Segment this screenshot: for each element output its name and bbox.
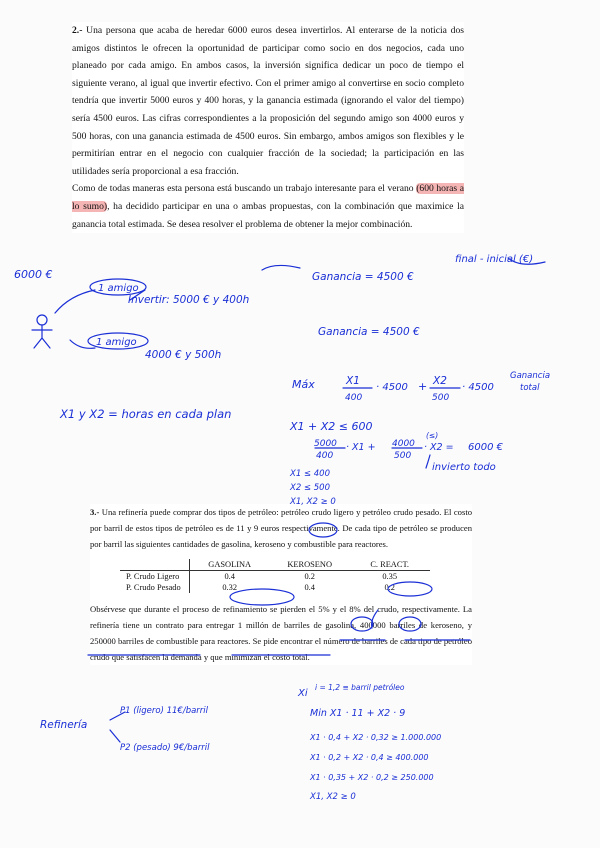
person-head-drawing	[37, 315, 47, 325]
constraint-x1: X1 ≤ 400	[290, 469, 330, 479]
note-less-equal: (≤)	[426, 431, 439, 440]
problem-2-text: Una persona que acaba de heredar 6000 euros desea invertirlos. Al enterarse de la noticia dos amigos distintos le ofrecen la oportunidad de participar como socio en dos negocios, cada uno planeado por cada amigo. En ambos casos, la inversión significa dedicar un poco de tiempo el siguiente verano, al igual que invertir efectivo. Con el primer amigo al convertirse en socio completo tendría que invertir 5000 euros y 400 horas, y la ganancia estimada (ignorando el valor del tiempo) sería 4500 euros. Las cifras correspondientes a la proposición del segundo amigo son 4000 euros y 500 horas, con una ganancia estimada de 4500 euros. Sin embargo, ambos amigos son flexibles y le permitirían entrar en el negocio con cualquier fracción de la sociedad; la participación en las utilidades sería proporcional a esa fracción.	[72, 25, 464, 177]
arrow-invierto	[426, 455, 430, 468]
table-cell: 0.2	[304, 571, 315, 581]
circle-amigo-2	[88, 333, 148, 349]
problem-3	[90, 504, 472, 665]
table-cell: 0.32	[222, 582, 238, 592]
table-cell: 0.35	[382, 571, 398, 581]
constraint-gasolina: X1 · 0,4 + X2 · 0,32 ≥ 1.000.000	[310, 733, 442, 742]
row-label: P. Crudo Pesado	[120, 582, 189, 593]
note-invertir: Invertir: 5000 € y 400h	[128, 294, 250, 306]
arrow-p1	[110, 712, 125, 720]
note-amigo-2: 1 amigo	[96, 337, 137, 348]
note-refineria: Refinería	[40, 719, 88, 731]
problem-3-paragraph-2: Obsérvese que durante el proceso de refinamiento se pierden el 5% y el 8% del crudo, respectivamente. La refinería tiene un contrato para entregar 1 millón de barriles de gasolina, 400000 barriles de keroseno, y 250000 barriles de combustible para reactores. Se pide encontrar el número de barriles de cada tipo de petróleo crudo que satisfacen la demanda y que minimizan el costo total.	[90, 603, 472, 663]
row-label: P. Crudo Ligero	[120, 570, 189, 582]
note-xi-definition: i = 1,2 ≡ barril petróleo	[315, 683, 405, 692]
person-body-drawing	[32, 325, 52, 348]
table-row	[120, 582, 430, 593]
yield-table	[120, 559, 430, 593]
table-row	[120, 570, 430, 582]
objective-coef-1: · 4500	[376, 382, 408, 393]
note-p2: P2 (pesado) 9€/barril	[120, 743, 210, 753]
arrow-to-amigo-1	[55, 290, 95, 313]
table-header: KEROSENO	[270, 559, 350, 571]
constraint-money-x1: · X1 +	[346, 442, 376, 453]
note-p1: P1 (ligero) 11€/barril	[120, 706, 209, 716]
problem-2-text-a: Como de todas maneras esta persona está buscando un trabajo interesante para el verano	[72, 183, 417, 195]
constraint-hours: X1 + X2 ≤ 600	[290, 420, 373, 433]
objective-coef-2: · 4500	[462, 382, 494, 393]
constraint-money-500: 500	[394, 451, 412, 461]
problem-2-number: 2.-	[72, 25, 83, 36]
note-xi: Xi	[298, 688, 308, 699]
arrow-invest-1	[130, 290, 145, 300]
note-ganancia-total-1: Ganancia	[510, 371, 551, 381]
objective-x1: X1	[346, 375, 360, 387]
constraint-combustible: X1 · 0,35 + X2 · 0,2 ≥ 250.000	[310, 773, 434, 782]
problem-2-paragraph-2	[72, 180, 464, 233]
table-cell: 0.2	[384, 582, 395, 592]
problem-3-paragraph-1	[90, 504, 472, 553]
circle-amigo-1	[90, 279, 146, 295]
note-invest-2: 4000 € y 500h	[145, 349, 222, 361]
variable-definition: X1 y X2 = horas en cada plan	[60, 407, 232, 421]
arrow-ganancia	[262, 265, 300, 270]
constraint-money-4000: 4000	[392, 439, 415, 449]
objective-max: Máx	[292, 378, 315, 391]
problem-2-text-b: , ha decidido participar en una o ambas propuestas, con la combinación que maximice la ganancia total estimada. Se desea resolver el problema de obtener la mejor combinación.	[72, 200, 464, 230]
constraint-money-5000: 5000	[314, 439, 337, 449]
constraint-money-400: 400	[316, 451, 334, 461]
arrow-p2	[110, 730, 120, 742]
table-cell: 0.4	[224, 571, 235, 581]
table-header: C. REACT.	[350, 559, 430, 571]
constraint-nonneg-2: X1, X2 ≥ 0	[310, 792, 356, 802]
constraint-money-6000: 6000 €	[468, 442, 503, 453]
problem-2	[72, 22, 464, 233]
note-final-inicial: final - inicial (€)	[455, 254, 534, 265]
note-amigo-1: 1 amigo	[98, 283, 139, 294]
constraint-keroseno: X1 · 0,2 + X2 · 0,4 ≥ 400.000	[310, 753, 429, 762]
objective-500: 500	[432, 393, 450, 403]
objective-400: 400	[345, 393, 363, 403]
note-ganancia-total-2: total	[520, 383, 540, 393]
note-6000: 6000 €	[14, 268, 53, 281]
table-header-row	[120, 559, 430, 571]
objective-min: Min X1 · 11 + X2 · 9	[310, 708, 406, 719]
table-cell: 0.4	[304, 582, 315, 592]
note-invierto-todo: invierto todo	[432, 462, 496, 473]
note-ganancia-2: Ganancia = 4500 €	[318, 326, 420, 338]
constraint-x2: X2 ≤ 500	[290, 483, 330, 493]
arrow-to-amigo-2	[70, 340, 95, 348]
constraint-money-x2: · X2 =	[424, 442, 454, 453]
constraint-nonneg: X1, X2 ≥ 0	[290, 497, 336, 507]
highlighted-text: (600 horas a lo sumo)	[72, 183, 465, 212]
arrow-final	[508, 258, 545, 264]
objective-x2: X2	[433, 375, 447, 387]
note-ganancia-1: Ganancia = 4500 €	[312, 271, 414, 283]
problem-3-number: 3.-	[90, 507, 100, 517]
problem-3-text: Una refinería puede comprar dos tipos de petróleo: petróleo crudo ligero y petróleo crudo pesado. El costo por barril de estos tipos de petróleo es de 11 y 9 euros respectivamente. De cada tipo de petróleo se producen por barril las siguientes cantidades de gasolina, keroseno y combustible para reactores.	[90, 507, 473, 550]
table-header: GASOLINA	[189, 559, 270, 571]
problem-2-paragraph-1	[72, 22, 464, 180]
objective-plus: +	[418, 380, 428, 393]
